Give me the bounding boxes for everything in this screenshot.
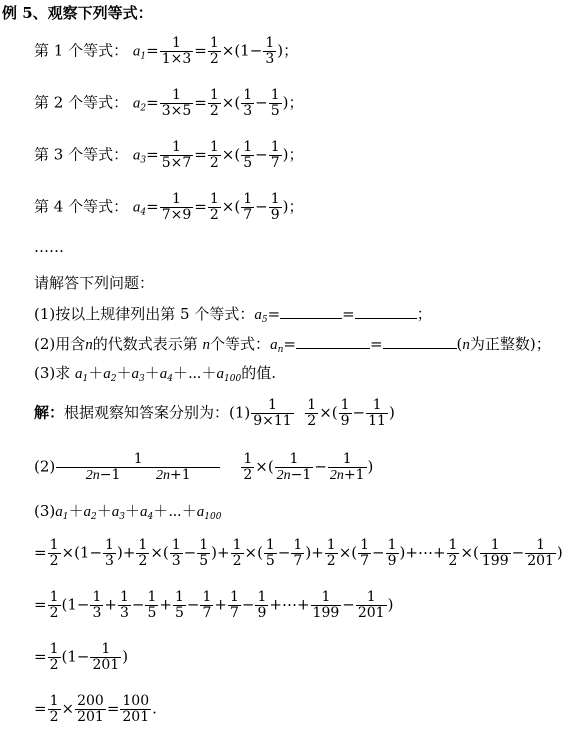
answer-blank [383,336,457,349]
example-title-text: 例 5、观察下列等式： [2,4,153,22]
eq-prefix: 第 [34,93,50,112]
fraction: $\frac{1}{1\times 3}$ [161,35,192,67]
solution-3: $(3)a_1+a_2+a_3+a_4+\cdots+a_{100}$ [34,502,222,522]
solution-step-4: = $\frac{1}{2}$ × $\frac{200}{201}$ = $\frac{100}{201}$ . [34,693,157,725]
solution-1: 解：根据观察知答案分别为：(1) $\frac{1}{9\times 11}$ $\frac{1}{2}$ ×( $\frac{1}{9}$ − $\frac{1}{11}$ ) [34,397,395,429]
eq-label: 个等式： [68,93,129,112]
ellipsis: …… [34,238,64,256]
solution-2: (2) $\frac{1}{2n-1 2n+1}$ $\frac{1}{2}$ ×( $\frac{1}{2n-1}$ − $\frac{1}{2n+1}$ ) [34,451,374,483]
solution-label: 解： [34,403,65,422]
equation-2: 第 2 个等式： $a_2=$ $\frac{1}{3\times 5}$ = $\frac{1}{2}$ ×( $\frac{1}{3}$ − $\frac{1}{5}$ )； [34,87,304,119]
answer-blank [280,306,342,319]
equation-1: 第 1 个等式： $a_1=$ $\frac{1}{1\times 3}$ = $\frac{1}{2}$ ×(1− $\frac{1}{3}$ )； [34,35,299,67]
solution-step-1: = $\frac{1}{2}$ ×(1− $\frac{1}{3}$ )+ $\frac{1}{2}$ ×( $\frac{1}{3}$ − $\frac{1}{5}$ )+ $\frac{1}{2}$ ×( $\frac{1}{5}$ − $\frac{1}{7}$ )+ $\frac{1}{2}$ ×( $\frac{1}{7}$ − $\frac{1}{9}$ )+⋯+ $\frac{1}{2}$ ×( $\frac{1}{199}$ − $\frac{1}{201}$ ) [34,537,563,569]
eq-label: 个等式： [68,145,129,164]
answer-blank [355,306,417,319]
question-intro: 请解答下列问题： [34,274,155,292]
a-var: a [132,43,141,60]
eq-prefix: 第 [34,145,50,164]
question-1: (1)按以上规律列出第 5 个等式：$a_5=$ = ； [34,305,432,325]
eq-prefix: 第 [34,41,50,60]
q1-text: (1)按以上规律列出第 5 个等式： [34,305,255,323]
solution-step-3: = $\frac{1}{2}$ (1− $\frac{1}{201}$ ) [34,641,129,673]
question-3: (3)求 $a_1+a_2+a_3+a_4+\cdots+a_{100}$的值. [34,364,276,384]
equation-3: 第 3 个等式： $a_3=$ $\frac{1}{5\times 7}$ = $\frac{1}{2}$ ×( $\frac{1}{5}$ − $\frac{1}{7}$ )； [34,139,304,171]
answer-blank [296,336,370,349]
example-title [2,6,153,21]
eq-prefix: 第 [34,197,50,216]
equation-4: 第 4 个等式： $a_4=$ $\frac{1}{7\times 9}$ = $\frac{1}{2}$ ×( $\frac{1}{7}$ − $\frac{1}{9}$ )； [34,191,304,223]
solution-step-2: = $\frac{1}{2}$ (1− $\frac{1}{3}$ + $\frac{1}{3}$ − $\frac{1}{5}$ + $\frac{1}{5}$ − $\frac{1}{7}$ + $\frac{1}{7}$ − $\frac{1}{9}$ +⋯+ $\frac{1}{199}$ − $\frac{1}{201}$ ) [34,589,394,621]
question-2: (2)用含n的代数式表示第 n个等式：$a_n= = (n$为正整数)； [34,335,551,355]
eq-label: 个等式： [68,41,129,60]
eq-label: 个等式： [68,197,129,216]
